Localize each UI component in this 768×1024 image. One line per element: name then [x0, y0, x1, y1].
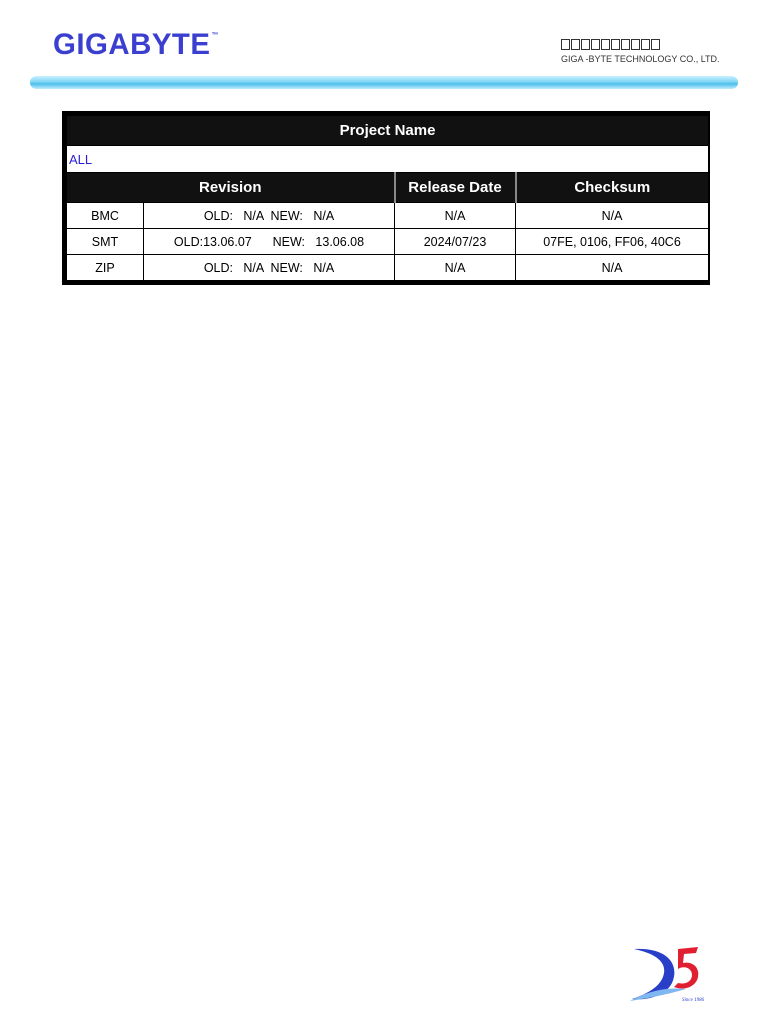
release-date-header: Release Date — [395, 173, 516, 203]
checksum-cell: N/A — [516, 203, 709, 229]
gigabyte-logo: GIGABYTE™ — [53, 28, 219, 61]
revision-cell: OLD: N/A NEW: N/A — [144, 203, 395, 229]
revision-cell: OLD: N/A NEW: N/A — [144, 255, 395, 281]
project-name-value: ALL — [67, 146, 709, 173]
table-row — [67, 229, 709, 255]
checksum-cell: 07FE, 0106, FF06, 40C6 — [516, 229, 709, 255]
table-row — [67, 255, 709, 281]
company-block — [561, 37, 720, 64]
component-cell: ZIP — [67, 255, 144, 281]
company-name-cjk-glyphs — [561, 37, 720, 51]
release-date-cell: 2024/07/23 — [395, 229, 516, 255]
revision-header: Revision — [67, 173, 395, 203]
company-name-en: GIGA -BYTE TECHNOLOGY CO., LTD. — [561, 54, 720, 64]
component-cell: BMC — [67, 203, 144, 229]
header-divider-band — [30, 76, 738, 89]
project-name-header: Project Name — [67, 116, 709, 146]
table-row — [67, 203, 709, 229]
anniversary-logo-icon — [628, 943, 708, 1005]
component-cell: SMT — [67, 229, 144, 255]
release-date-cell: N/A — [395, 255, 516, 281]
release-table — [62, 111, 710, 285]
since-badge-text: Since 1986 — [682, 998, 705, 1003]
checksum-header: Checksum — [516, 173, 709, 203]
revision-cell: OLD:13.06.07 NEW: 13.06.08 — [144, 229, 395, 255]
checksum-cell: N/A — [516, 255, 709, 281]
release-date-cell: N/A — [395, 203, 516, 229]
